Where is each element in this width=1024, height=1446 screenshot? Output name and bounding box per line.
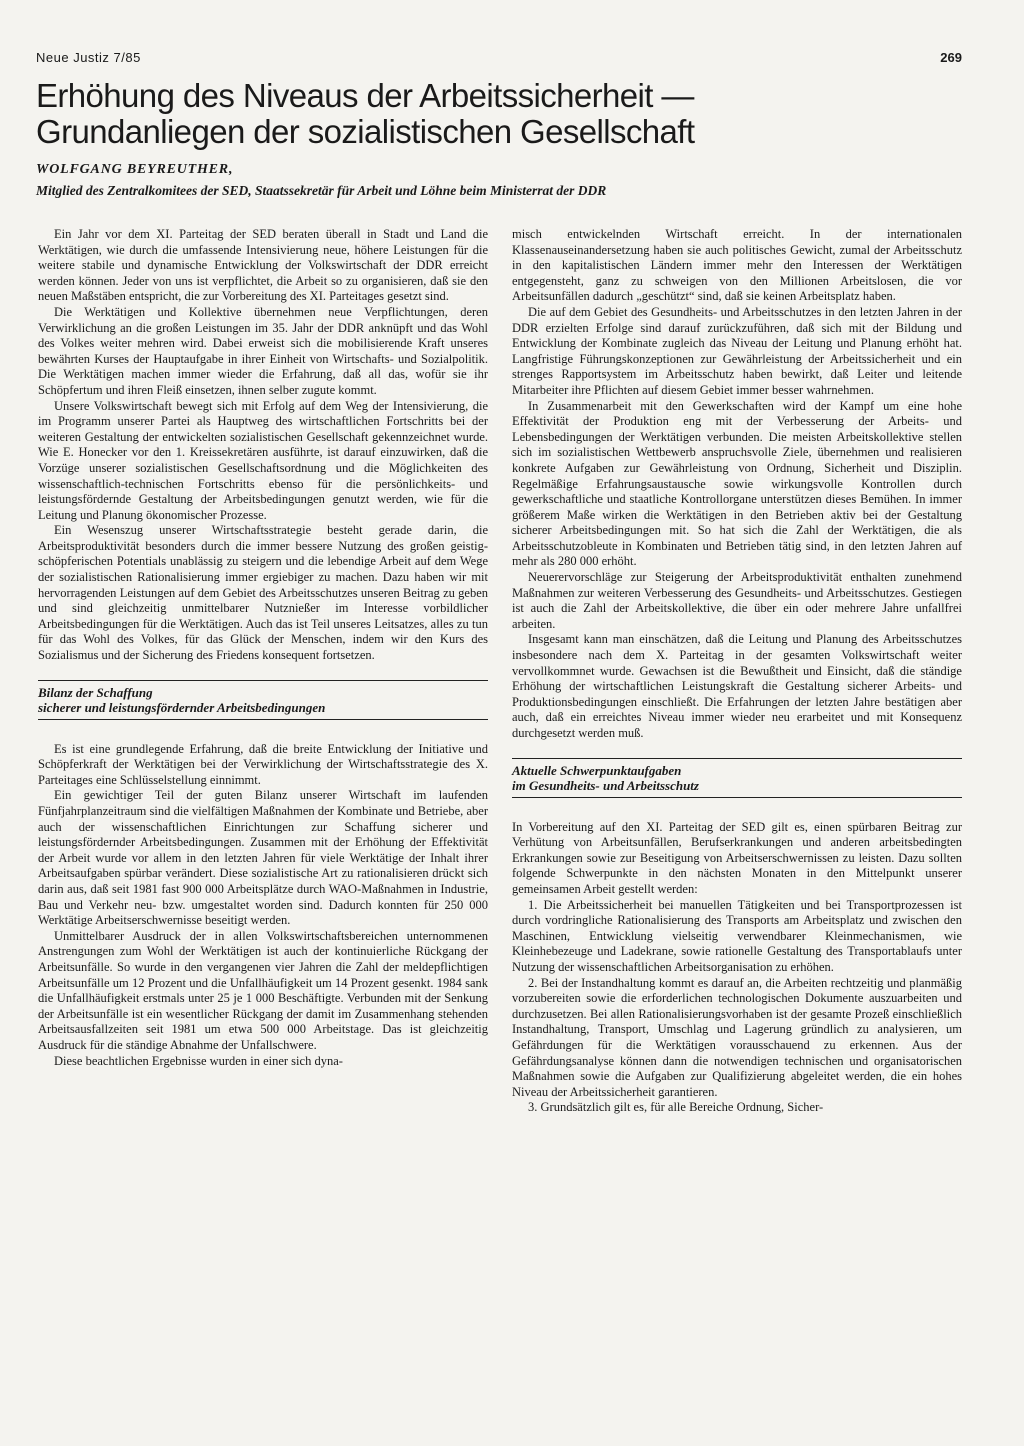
journal-header: Neue Justiz 7/85: [36, 50, 141, 65]
paragraph: Ein Jahr vor dem XI. Parteitag der SED beraten überall in Stadt und Land die Werktätigen, wie durch die umfassende Intensivierung neue, höhere Leistungen für die weitere stabile und dynamische Entwicklung der Volkswirtschaft der DDR erreicht werden können. Jeder von uns ist verpflichtet, die Arbeit so zu organisieren, daß sie den neuen Maßstäben entspricht, die zur Vorbereitung des XI. Parteitages gesetzt sind.: [38, 227, 488, 304]
section-heading-line: im Gesundheits- und Arbeitsschutz: [512, 777, 699, 793]
article-title: [36, 78, 736, 150]
paragraph: Insgesamt kann man einschätzen, daß die Leitung und Planung des Arbeitsschutzes insbesondere nach dem X. Parteitag in der gesamten Volkswirtschaft weiter vervollkommnet wurde. Gewachsen ist die Bewußtheit und Einsicht, daß die ständige Erhöhung der wirtschaftlichen Leistungskraft die Gestaltung sicherer Arbeits- und Produktionsbedingungen einschließt. Die Erfahrungen der letzten Jahre bestätigen aber auch, daß ein erreichtes Niveau immer wieder neu erarbeitet und mit Konsequenz durchgesetzt werden muß.: [512, 632, 962, 740]
paragraph-continued: misch entwickelnden Wirtschaft erreicht. In der internationalen Klassenauseinandersetzung haben sie auch politisches Gewicht, zumal der Arbeitsschutz in den kapitalistischen Ländern immer mehr den Interessen der Werktätigen entgegensteht, ganz zu schweigen von den Millionen Arbeitslosen, die vor Arbeitsunfällen dadurch „geschützt“ sind, daß sie keinen Arbeitsplatz haben.: [512, 227, 962, 304]
section-heading-line: Aktuelle Schwerpunktaufgaben: [512, 762, 682, 778]
paragraph: Es ist eine grundlegende Erfahrung, daß die breite Entwicklung der Initiative und Schöpferkraft der Werktätigen bei der Verwirklichung der Wirtschaftsstrategie des X. Parteitages eine Schlüsselstellung einnimmt.: [38, 741, 488, 787]
paragraph: Neuerervorschläge zur Steigerung der Arbeitsproduktivität enthalten zunehmend Maßnahmen zur weiteren Verbesserung des Gesundheits- und Arbeitsschutzes. Gestiegen ist auch die Zahl der Arbeitskollektive, die über ein oder mehrere Jahre unfallfrei arbeiten.: [512, 570, 962, 631]
list-item: 3. Grundsätzlich gilt es, für alle Bereiche Ordnung, Sicher-: [528, 1100, 824, 1115]
paragraph: Die Werktätigen und Kollektive übernehmen neue Verpflichtungen, deren Verwirklichung an die großen Leistungen im 35. Jahr der DDR anknüpft und das Wohl des Volkes weiter mehren wird. Dabei erweist sich die mobilisierende Kraft unseres bewährten Kurses der Hauptaufgabe in ihrer Einheit von Wirtschafts- und Sozialpolitik. Die Werktätigen machen immer wieder die Erfahrung, daß all das, wofür sie ihr Schöpfertum und ihren Fleiß einsetzen, ihnen selber zugute kommt.: [38, 304, 488, 397]
page-number: 269: [940, 50, 962, 65]
paragraph: In Vorbereitung auf den XI. Parteitag der SED gilt es, einen spürbaren Beitrag zur Verhütung von Arbeitsunfällen, Berufserkrankungen und anderen arbeitsbedingten Erkrankungen sowie zur Beseitigung von Arbeitserschwernissen zu leisten. Dazu sollten folgende Schwerpunkte in den nächsten Monaten in den Mittelpunkt unserer gemeinsamen Arbeit gestellt werden:: [512, 819, 962, 896]
left-column: [38, 227, 488, 1069]
section-heading-schwerpunkte: [512, 758, 962, 798]
right-column: [512, 227, 962, 1116]
author-name: WOLFGANG BEYREUTHER,: [36, 162, 234, 177]
paragraph: Ein Wesenszug unserer Wirtschaftsstrategie besteht gerade darin, die Arbeitsproduktivität besonders durch die immer bessere Nutzung des großen geistig-schöpferischen Potentials unablässig zu steigern und die lebendige Arbeit auf dem Wege der sozialistischen Rationalisierung immer ergiebiger zu machen. Dazu haben wir mit hervorragenden Leistungen auf dem Gebiet des Arbeitsschutzes unseren Beitrag zu geben und sind gleichzeitig unmittelbarer Nutznießer im Interesse vorbildlicher Arbeitsbedingungen für die Werktätigen. Auch das ist Teil unseres Leitsatzes, alles zu tun für das Wohl des Volkes, für das Glück der Menschen, indem wir den Kurs des Sozialismus und der Sicherung des Friedens konsequent fortsetzen.: [38, 523, 488, 663]
paragraph: Die auf dem Gebiet des Gesundheits- und Arbeitsschutzes in den letzten Jahren in der DDR erzielten Erfolge sind darauf zurückzuführen, daß sich mit der Bildung und Entwicklung der Kombinate zugleich das Niveau der Leitung und Planung erhöht hat. Langfristige Führungskonzeptionen zur Gewährleistung der Arbeitssicherheit und ein strenges Rapportsystem im Arbeitsschutz haben bewirkt, daß Leiter und leitende Mitarbeiter ihre Pflichten auf diesem Gebiet immer besser wahrnehmen.: [512, 304, 962, 397]
list-item: 2. Bei der Instandhaltung kommt es darauf an, die Arbeiten rechtzeitig und planmäßig vorzubereiten sowie die erforderlichen technologischen Dokumente auszuarbeiten und durchzusetzen. Bei allen Rationalisierungsvorhaben ist der gesamte Prozeß einschließlich Instandhaltung, Transport, Umschlag und Lagerung gründlich zu analysieren, um Gefährdungen für die Werktätigen vorausschauend zu erkennen. Aus der Gefährdungsanalyse können dann die notwendigen technischen und organisatorischen Maßnahmen sowie die Aufgaben zur Qualifizierung abgeleitet werden, die ein hohes Niveau der Arbeitssicherheit garantieren.: [512, 975, 962, 1099]
title-line-1: Erhöhung des Niveaus der Arbeitssicherheit —: [36, 77, 694, 114]
list-item: 1. Die Arbeitssicherheit bei manuellen Tätigkeiten und bei Transportprozessen ist durch vordringliche Rationalisierung des Transports am Arbeitsplatz und zwischen den Maschinen, Entwicklung vielseitig verwendbarer Kleinmechanismen, wie Kleinhebezeuge und Ladekrane, sowie rationelle Gestaltung des Transportablaufs unter Nutzung der wissenschaftlichen Arbeitsorganisation zu erhöhen.: [512, 897, 962, 974]
author-affiliation: Mitglied des Zentralkomitees der SED, Staatssekretär für Arbeit und Löhne beim Ministerrat der DDR: [36, 183, 607, 198]
paragraph: Unsere Volkswirtschaft bewegt sich mit Erfolg auf dem Weg der Intensivierung, die im Programm unserer Partei als Hauptweg des wirtschaftlichen Fortschritts bei der weiteren Gestaltung der entwickelten sozialistischen Gesellschaft gekennzeichnet wurde. Wie E. Honecker vor den 1. Kreissekretären ausführte, ist darauf einzuwirken, daß die Vorzüge unserer sozialistischen Gesellschaftsordnung und die Möglichkeiten des wissenschaftlich-technischen Fortschritts ebenso für die persönlichkeits- und leistungsfördernde Gestaltung der Arbeitsbedingungen genutzt werden, wie für die Leitung und Planung ökonomischer Prozesse.: [38, 398, 488, 522]
paragraph: Ein gewichtiger Teil der guten Bilanz unserer Wirtschaft im laufenden Fünfjahrplanzeitraum sind die vielfältigen Maßnahmen der Kombinate und Betriebe, aber auch der wissenschaftlichen Einrichtungen zur Schaffung sicherer und leistungsfördernder Arbeitsbedingungen. Zusammen mit der Erhöhung der Effektivität der Arbeit wurde vor allem in den letzten Jahren für viele Werktätige der Inhalt ihrer Arbeitsaufgaben spürbar verändert. Diese sozialistische Art zu rationalisieren drückt sich darin aus, daß seit 1981 fast 900 000 Arbeitsplätze durch WAO-Maßnahmen in Industrie, Bau und Verkehr neu- bzw. umgestaltet worden sind. Dadurch konnten für 250 000 Werktätige Arbeitserschwernisse beseitigt werden.: [38, 788, 488, 928]
paragraph: In Zusammenarbeit mit den Gewerkschaften wird der Kampf um eine hohe Effektivität der Produktion eng mit der Verbesserung der Arbeits- und Lebensbedingungen der Werktätigen verbunden. Die meisten Arbeitskollektive stellen sich im sozialistischen Wettbewerb anspruchsvolle Ziele, übernehmen und realisieren konkrete Aufgaben zur Gewährleistung von Ordnung, Sicherheit und Disziplin. Regelmäßige Erfahrungsaustausche sowie wirkungsvolle Kontrollen durch gewerkschaftliche und staatliche Kontrollorgane unterstützen dieses Bemühen. In immer größerem Maße wirken die Werktätigen in den Betrieben aktiv bei der Gestaltung sicherer Arbeitsbedingungen mit. So hat sich die Zahl der Werktätigen, die als Arbeitsschutzobleute in Kombinaten und Betrieben tätig sind, in den letzten Jahren auf mehr als 280 000 erhöht.: [512, 398, 962, 569]
paragraph: Diese beachtlichen Ergebnisse wurden in einer sich dyna-: [54, 1053, 343, 1068]
title-line-2: Grundanliegen der sozialistischen Gesellschaft: [36, 113, 695, 150]
section-heading-bilanz: [38, 680, 488, 720]
section-heading-line: Bilanz der Schaffung: [38, 684, 153, 700]
section-heading-line: sicherer und leistungsfördernder Arbeitsbedingungen: [38, 699, 326, 715]
paragraph: Unmittelbarer Ausdruck der in allen Volkswirtschaftsbereichen unternommenen Anstrengungen zum Wohl der Werktätigen ist auch der kontinuierliche Rückgang der Arbeitsunfälle. So wurde in den vergangenen vier Jahren die Zahl der meldepflichtigen Arbeitsunfälle um 12 Prozent und die Unfallhäufigkeit um 14 Prozent gesenkt. 1984 sank die Unfallhäufigkeit erstmals unter 25 je 1 000 Beschäftigte. Verbunden mit der Senkung der Arbeitsunfälle ist ein wesentlicher Rückgang der damit im Zusammenhang stehenden Arbeitsausfallzeiten seit 1981 um etwa 500 000 Arbeitstage. Das ist gleichzeitig Ausdruck für die ständige Abnahme der Unfallschwere.: [38, 928, 488, 1052]
